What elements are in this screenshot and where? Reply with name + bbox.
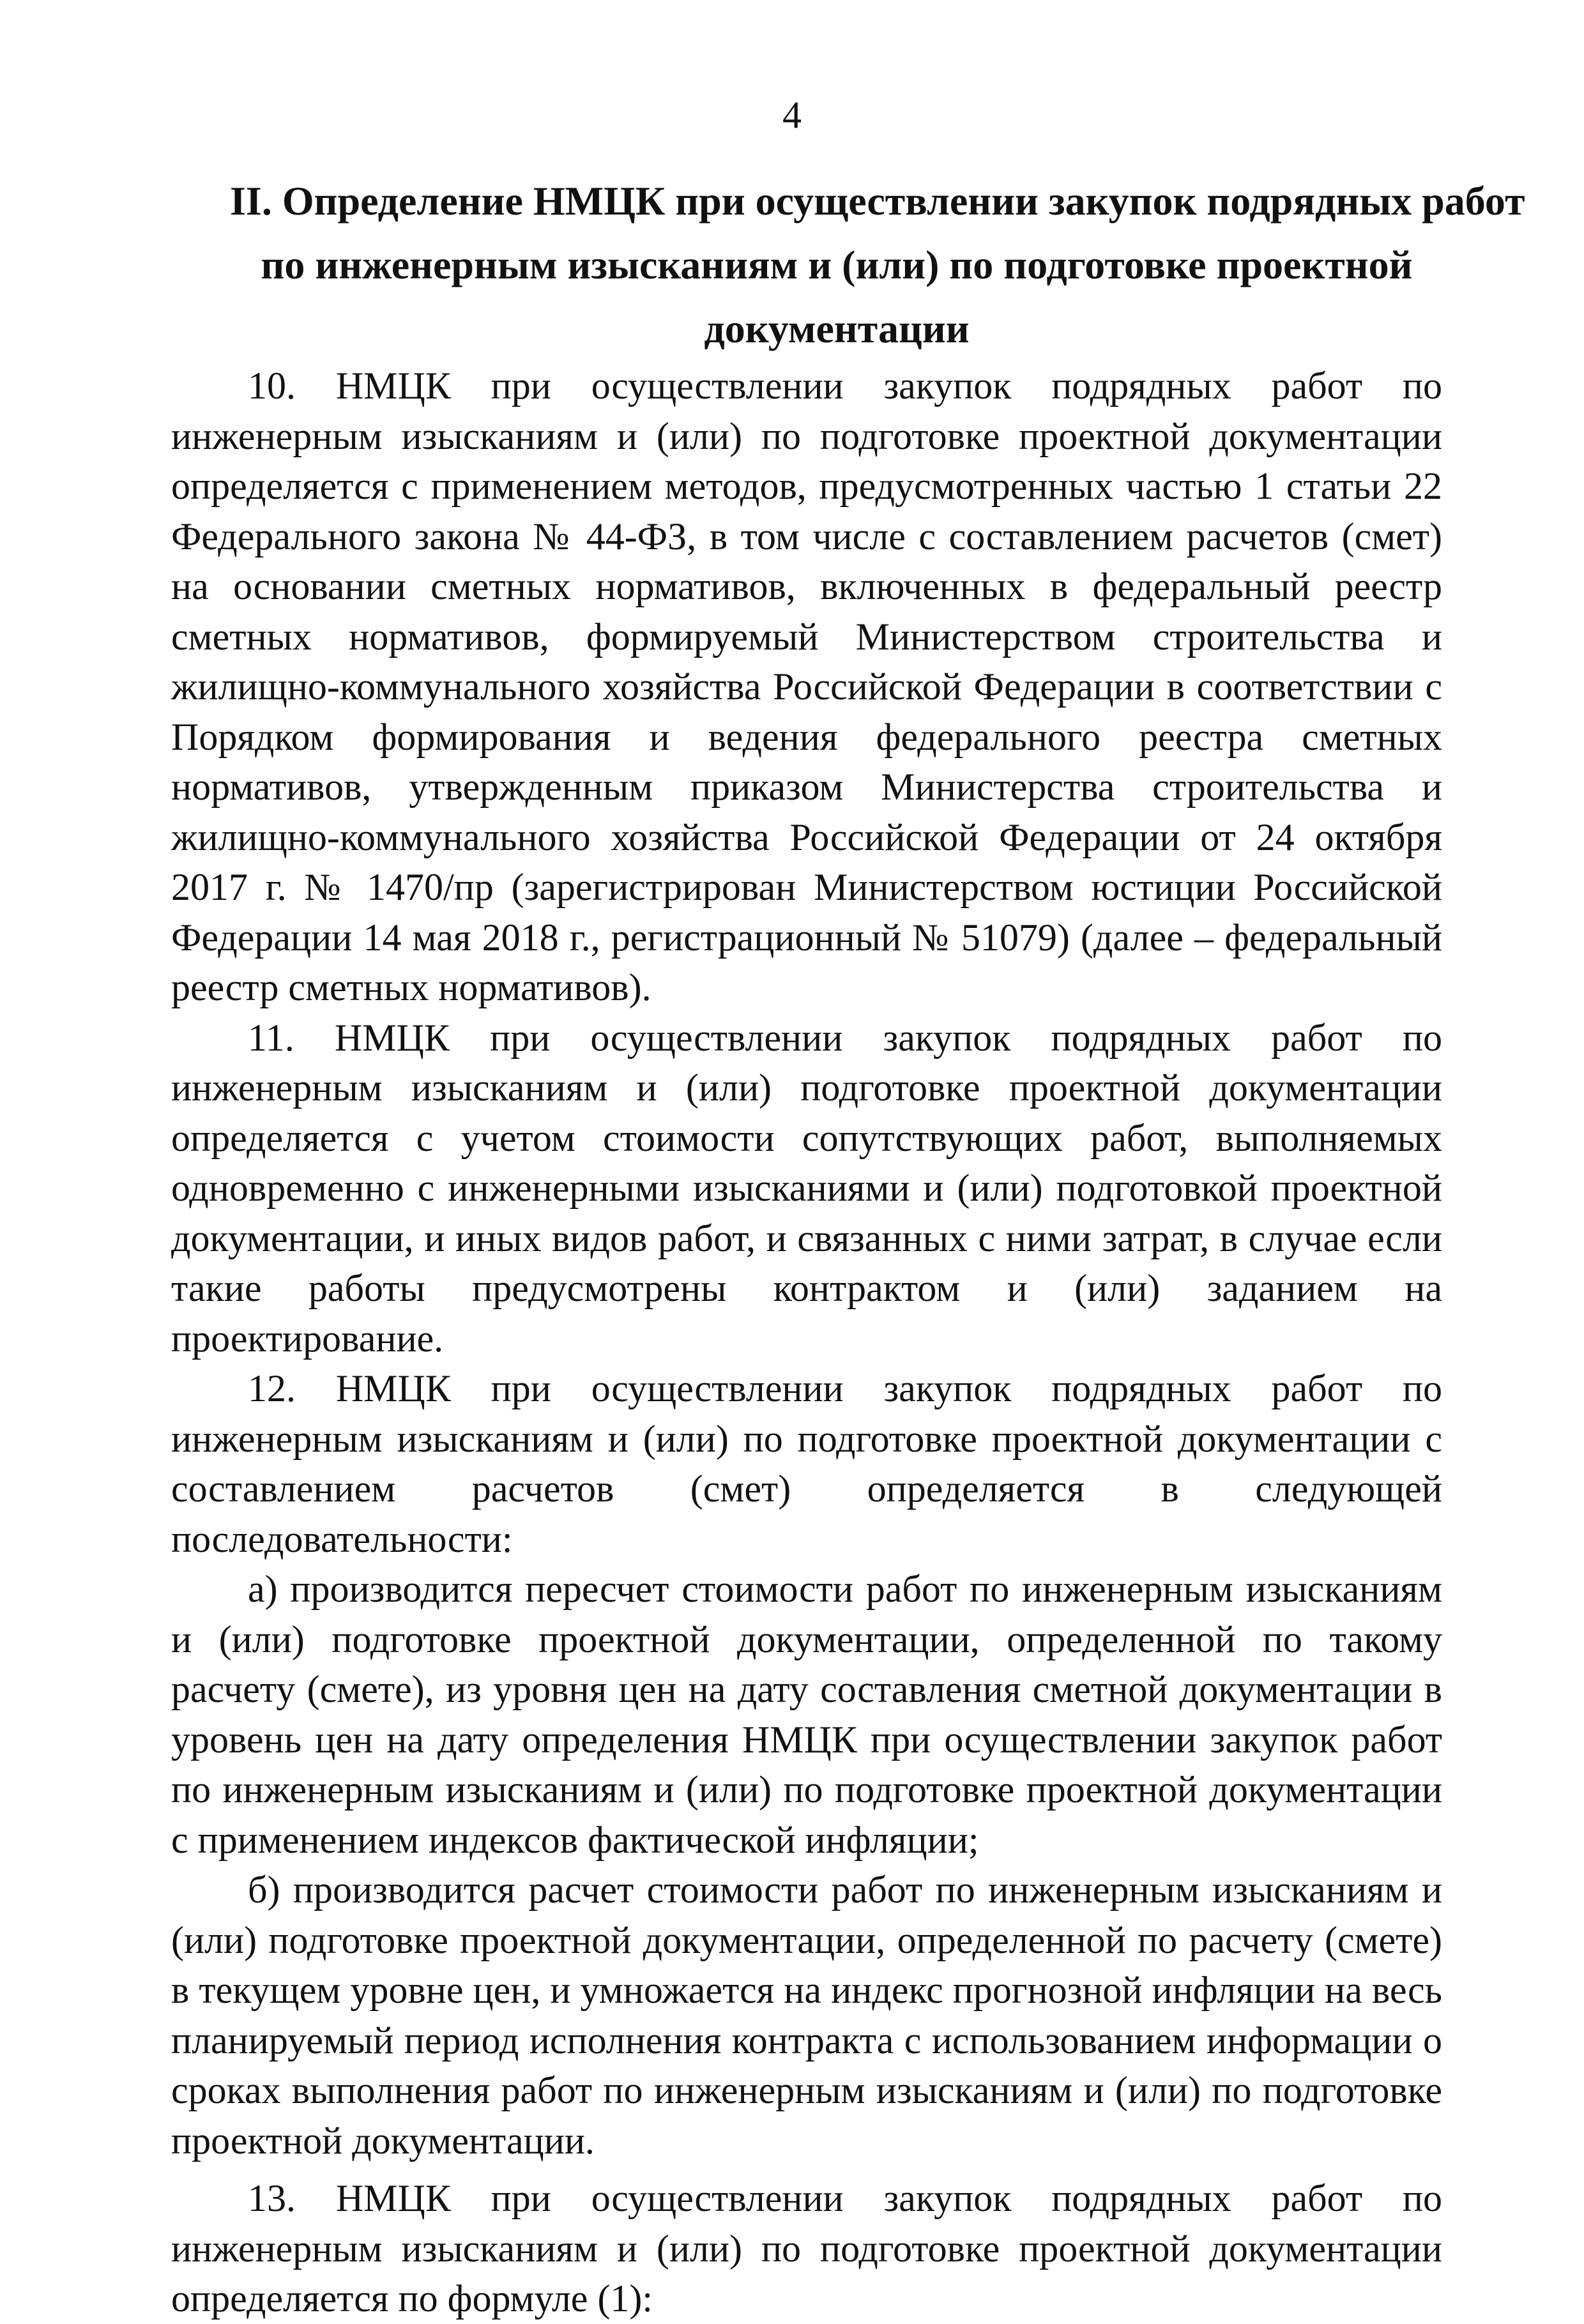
section-title xyxy=(230,169,1525,361)
page-number: 4 xyxy=(782,94,802,136)
paragraph-13: 13. НМЦК при осуществлении закупок подрядных работ по инженерным изысканиям и (или) по подготовке проектной документации определяется по формуле (1): xyxy=(171,2177,1442,2320)
section-title-line-2: по инженерным изысканиям и (или) по подготовке проектной xyxy=(261,242,1413,287)
paragraph-12: 12. НМЦК при осуществлении закупок подрядных работ по инженерным изысканиям и (или) по подготовке проектной документации с составлением расчетов (смет) определяется в следующей последовательности: xyxy=(171,1367,1442,1560)
paragraph-11: 11. НМЦК при осуществлении закупок подрядных работ по инженерным изысканиям и (или) подготовке проектной документации определяется с учетом стоимости сопутствующих работ, выполняемых одновременно с инженерными изысканиями и (или) подготовкой проектной документации, и иных видов работ, и связанных с ними затрат, в случае если такие работы предусмотрены контрактом и (или) заданием на проектирование. xyxy=(171,1016,1442,1360)
section-title-line-3: документации xyxy=(704,306,970,351)
paragraph-10: 10. НМЦК при осуществлении закупок подрядных работ по инженерным изысканиям и (или) по подготовке проектной документации определяется с применением методов, предусмотренных частью 1 статьи 22 Федерального закона № 44-ФЗ, в том числе с составлением расчетов (смет) на основании сметных нормативов, включенных в федеральный реестр сметных нормативов, формируемый Министерством строительства и жилищно-коммунального хозяйства Российской Федерации в соответствии с Порядком формирования и ведения федерального реестра сметных нормативов, утвержденным приказом Министерства строительства и жилищно-коммунального хозяйства Российской Федерации от 24 октября 2017 г. № 1470/пр (зарегистрирован Министерством юстиции Российской Федерации 14 мая 2018 г., регистрационный № 51079) (далее – федеральный реестр сметных нормативов). xyxy=(171,365,1442,1008)
document-body xyxy=(171,361,1442,2324)
paragraph-12-b: б) производится расчет стоимости работ по инженерным изысканиям и (или) подготовке проектной документации, определенной по расчету (смете) в текущем уровне цен, и умножается на индекс прогнозной инфляции на весь планируемый период исполнения контракта с использованием информации о сроках выполнения работ по инженерным изысканиям и (или) по подготовке проектной документации. xyxy=(171,1869,1442,2162)
section-title-line-1: II. Определение НМЦК при осуществлении закупок подрядных работ xyxy=(230,178,1525,224)
paragraph-12-a: а) производится пересчет стоимости работ по инженерным изысканиям и (или) подготовке проектной документации, определенной по такому расчету (смете), из уровня цен на дату составления сметной документации в уровень цен на дату определения НМЦК при осуществлении закупок работ по инженерным изысканиям и (или) по подготовке проектной документации с применением индексов фактической инфляции; xyxy=(171,1568,1442,1861)
